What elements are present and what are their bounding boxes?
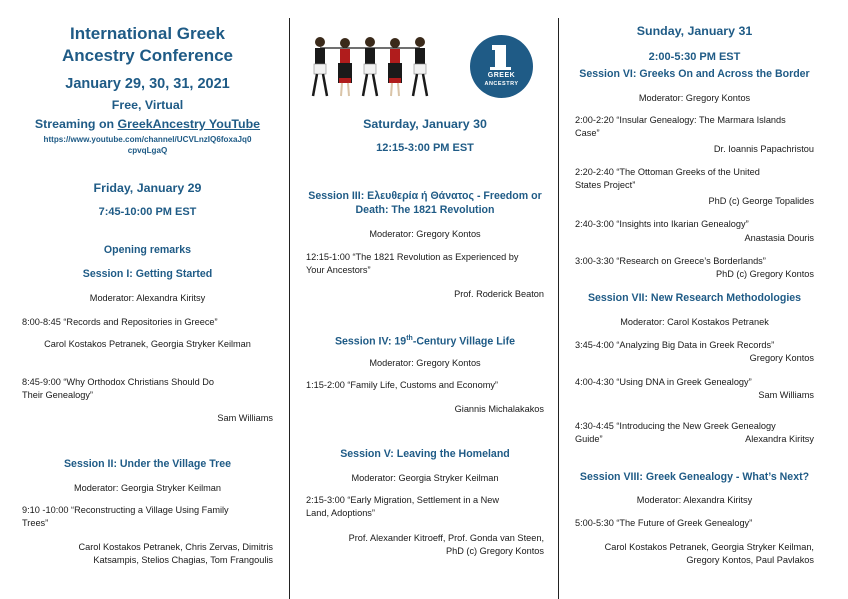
talk-title: 2:40-3:00 “Insights into Ikarian Genealogy” — [575, 219, 749, 229]
speakers-line: PhD (c) Gregory Kontos — [445, 545, 544, 556]
session-title: Session V: Leaving the Homeland — [340, 448, 510, 460]
speakers-line: Carol Kostakos Petranek, Chris Zervas, Dimitris — [78, 542, 273, 552]
talk-title-line: Trees” — [22, 517, 49, 528]
talk-title-line: Land, Adoptions” — [306, 507, 375, 518]
talk-title — [306, 494, 544, 519]
talk-title-line: Guide” — [575, 433, 603, 444]
session-title: Session VI: Greeks On and Across the Border — [579, 68, 810, 80]
talk-speakers — [22, 541, 273, 566]
session-title-part: Session IV: 19 — [334, 335, 407, 348]
moderator: Moderator: Alexandra Kiritsy — [636, 495, 753, 505]
logo-text-line: ANCESTRY — [484, 81, 519, 87]
column-friday — [0, 0, 289, 599]
streaming-line — [22, 116, 273, 132]
moderator: Moderator: Gregory Kontos — [369, 358, 481, 368]
talk-speaker: Gregory Kontos — [749, 353, 814, 363]
greek-ancestry-logo — [470, 35, 533, 98]
talk-speaker: Sam Williams — [758, 390, 814, 400]
talk-title: 3:00-3:30 “Research on Greece’s Borderlands” — [575, 256, 766, 266]
talk-speakers — [575, 541, 814, 566]
talk-speaker: Dr. Ioannis Papachristou — [713, 144, 814, 154]
talk-title — [575, 166, 814, 191]
session-title-line: Session III: Ελευθερία ή Θάνατος - Freedom or — [308, 190, 542, 202]
talk-title-line: 2:20-2:40 “The Ottoman Greeks of the United — [575, 167, 760, 177]
moderator: Moderator: Georgia Stryker Keilman — [351, 473, 499, 483]
session-title-part: -Century Village Life — [412, 335, 516, 348]
talk-speaker: Sam Williams — [217, 413, 273, 423]
speakers-line: Carol Kostakos Petranek, Georgia Stryker Keilman, — [604, 542, 814, 552]
talk-title: 3:45-4:00 “Analyzing Big Data in Greek Records” — [575, 340, 775, 350]
day-time: 2:00-5:30 PM EST — [648, 51, 741, 63]
talk-title-line: 9:10 -10:00 “Reconstructing a Village Using Family — [22, 505, 229, 515]
talk-title: 1:15-2:00 “Family Life, Customs and Economy” — [306, 380, 498, 390]
day-heading: Sunday, January 31 — [636, 24, 753, 38]
talk-title-line: 2:00-2:20 “Insular Genealogy: The Marmara Islands — [575, 115, 786, 125]
talk-title — [22, 376, 273, 401]
speakers-line: Prof. Alexander Kitroeff, Prof. Gonda van Steen, — [348, 533, 544, 543]
session-title — [306, 189, 544, 217]
talk-title — [22, 504, 273, 529]
talk-title-line: Your Ancestors” — [306, 264, 371, 275]
talk-title-line: 4:30-4:45 “Introducing the New Greek Genealogy — [575, 421, 776, 431]
day-heading: Saturday, January 30 — [363, 117, 487, 131]
day-time: 12:15-3:00 PM EST — [376, 142, 474, 154]
youtube-link[interactable]: GreekAncestry YouTube — [117, 117, 261, 131]
session-title: Session I: Getting Started — [82, 268, 213, 280]
column-sunday — [559, 0, 848, 599]
talk-speaker: Giannis Michalakakos — [454, 404, 544, 414]
talk-title: 8:00-8:45 “Records and Repositories in Greece” — [22, 317, 218, 327]
talk-title-line: Case” — [575, 127, 600, 138]
talk-speakers — [306, 532, 544, 557]
conference-title — [22, 23, 273, 67]
talk-speaker: Anastasia Douris — [744, 233, 814, 243]
talk-title-line: 8:45-9:00 “Why Orthodox Christians Should Do — [22, 377, 215, 387]
session-title: Session II: Under the Village Tree — [63, 458, 231, 470]
logo-mark-icon — [470, 35, 533, 98]
talk-speaker: PhD (c) George Topalides — [708, 196, 814, 206]
talk-title-line: 2:15-3:00 “Early Migration, Settlement in a New — [306, 495, 500, 505]
talk-speaker: Prof. Roderick Beaton — [454, 289, 544, 299]
talk-title — [575, 114, 814, 139]
free-virtual: Free, Virtual — [111, 98, 184, 112]
day-time: 7:45-10:00 PM EST — [98, 206, 197, 218]
opening-remarks: Opening remarks — [103, 244, 192, 256]
moderator: Moderator: Carol Kostakos Petranek — [620, 317, 769, 327]
title-line-2: Ancestry Conference — [61, 46, 233, 65]
session-title — [306, 332, 544, 349]
moderator: Moderator: Gregory Kontos — [369, 229, 481, 239]
logo-text-line: GREEK — [487, 72, 516, 79]
talk-speaker: PhD (c) Gregory Kontos — [715, 269, 814, 279]
talk-title: 5:00-5:30 “The Future of Greek Genealogy” — [575, 518, 753, 528]
talk-title-line: Their Genealogy” — [22, 389, 93, 400]
speakers-line: Gregory Kontos, Paul Pavlakos — [686, 554, 814, 565]
ordinal-suffix: th — [406, 335, 413, 342]
moderator: Moderator: Gregory Kontos — [638, 93, 751, 103]
talk-speaker: Alexandra Kiritsy — [745, 434, 814, 444]
day-heading: Friday, January 29 — [93, 181, 202, 195]
title-line-1: International Greek — [70, 24, 225, 43]
url-line-1: https://www.youtube.com/channel/UCVLnzIQ6foxaJq0 — [43, 135, 252, 144]
youtube-url[interactable] — [22, 134, 273, 156]
session-title-line: Death: The 1821 Revolution — [355, 204, 495, 216]
talk-title — [306, 251, 544, 276]
moderator: Moderator: Alexandra Kiritsy — [89, 293, 206, 303]
talk-title-line: 12:15-1:00 “The 1821 Revolution as Experienced by — [306, 252, 519, 262]
talk-title: 4:00-4:30 “Using DNA in Greek Genealogy” — [575, 377, 752, 387]
session-title: Session VII: New Research Methodologies — [587, 292, 802, 304]
greek-dancers-illustration — [306, 34, 434, 100]
conference-dates: January 29, 30, 31, 2021 — [65, 76, 230, 92]
streaming-prefix: Streaming on — [34, 117, 118, 131]
session-title: Session VIII: Greek Genealogy - What’s Next? — [579, 471, 810, 483]
moderator: Moderator: Georgia Stryker Keilman — [73, 483, 222, 493]
url-line-2: cpvqLgaQ — [127, 146, 168, 155]
talk-title-line: States Project” — [575, 179, 636, 190]
talk-speakers: Carol Kostakos Petranek, Georgia Stryker Keilman — [44, 339, 251, 349]
speakers-line: Katsampis, Stelios Chagias, Tom Frangoulis — [93, 554, 273, 565]
logo-text — [470, 72, 533, 88]
